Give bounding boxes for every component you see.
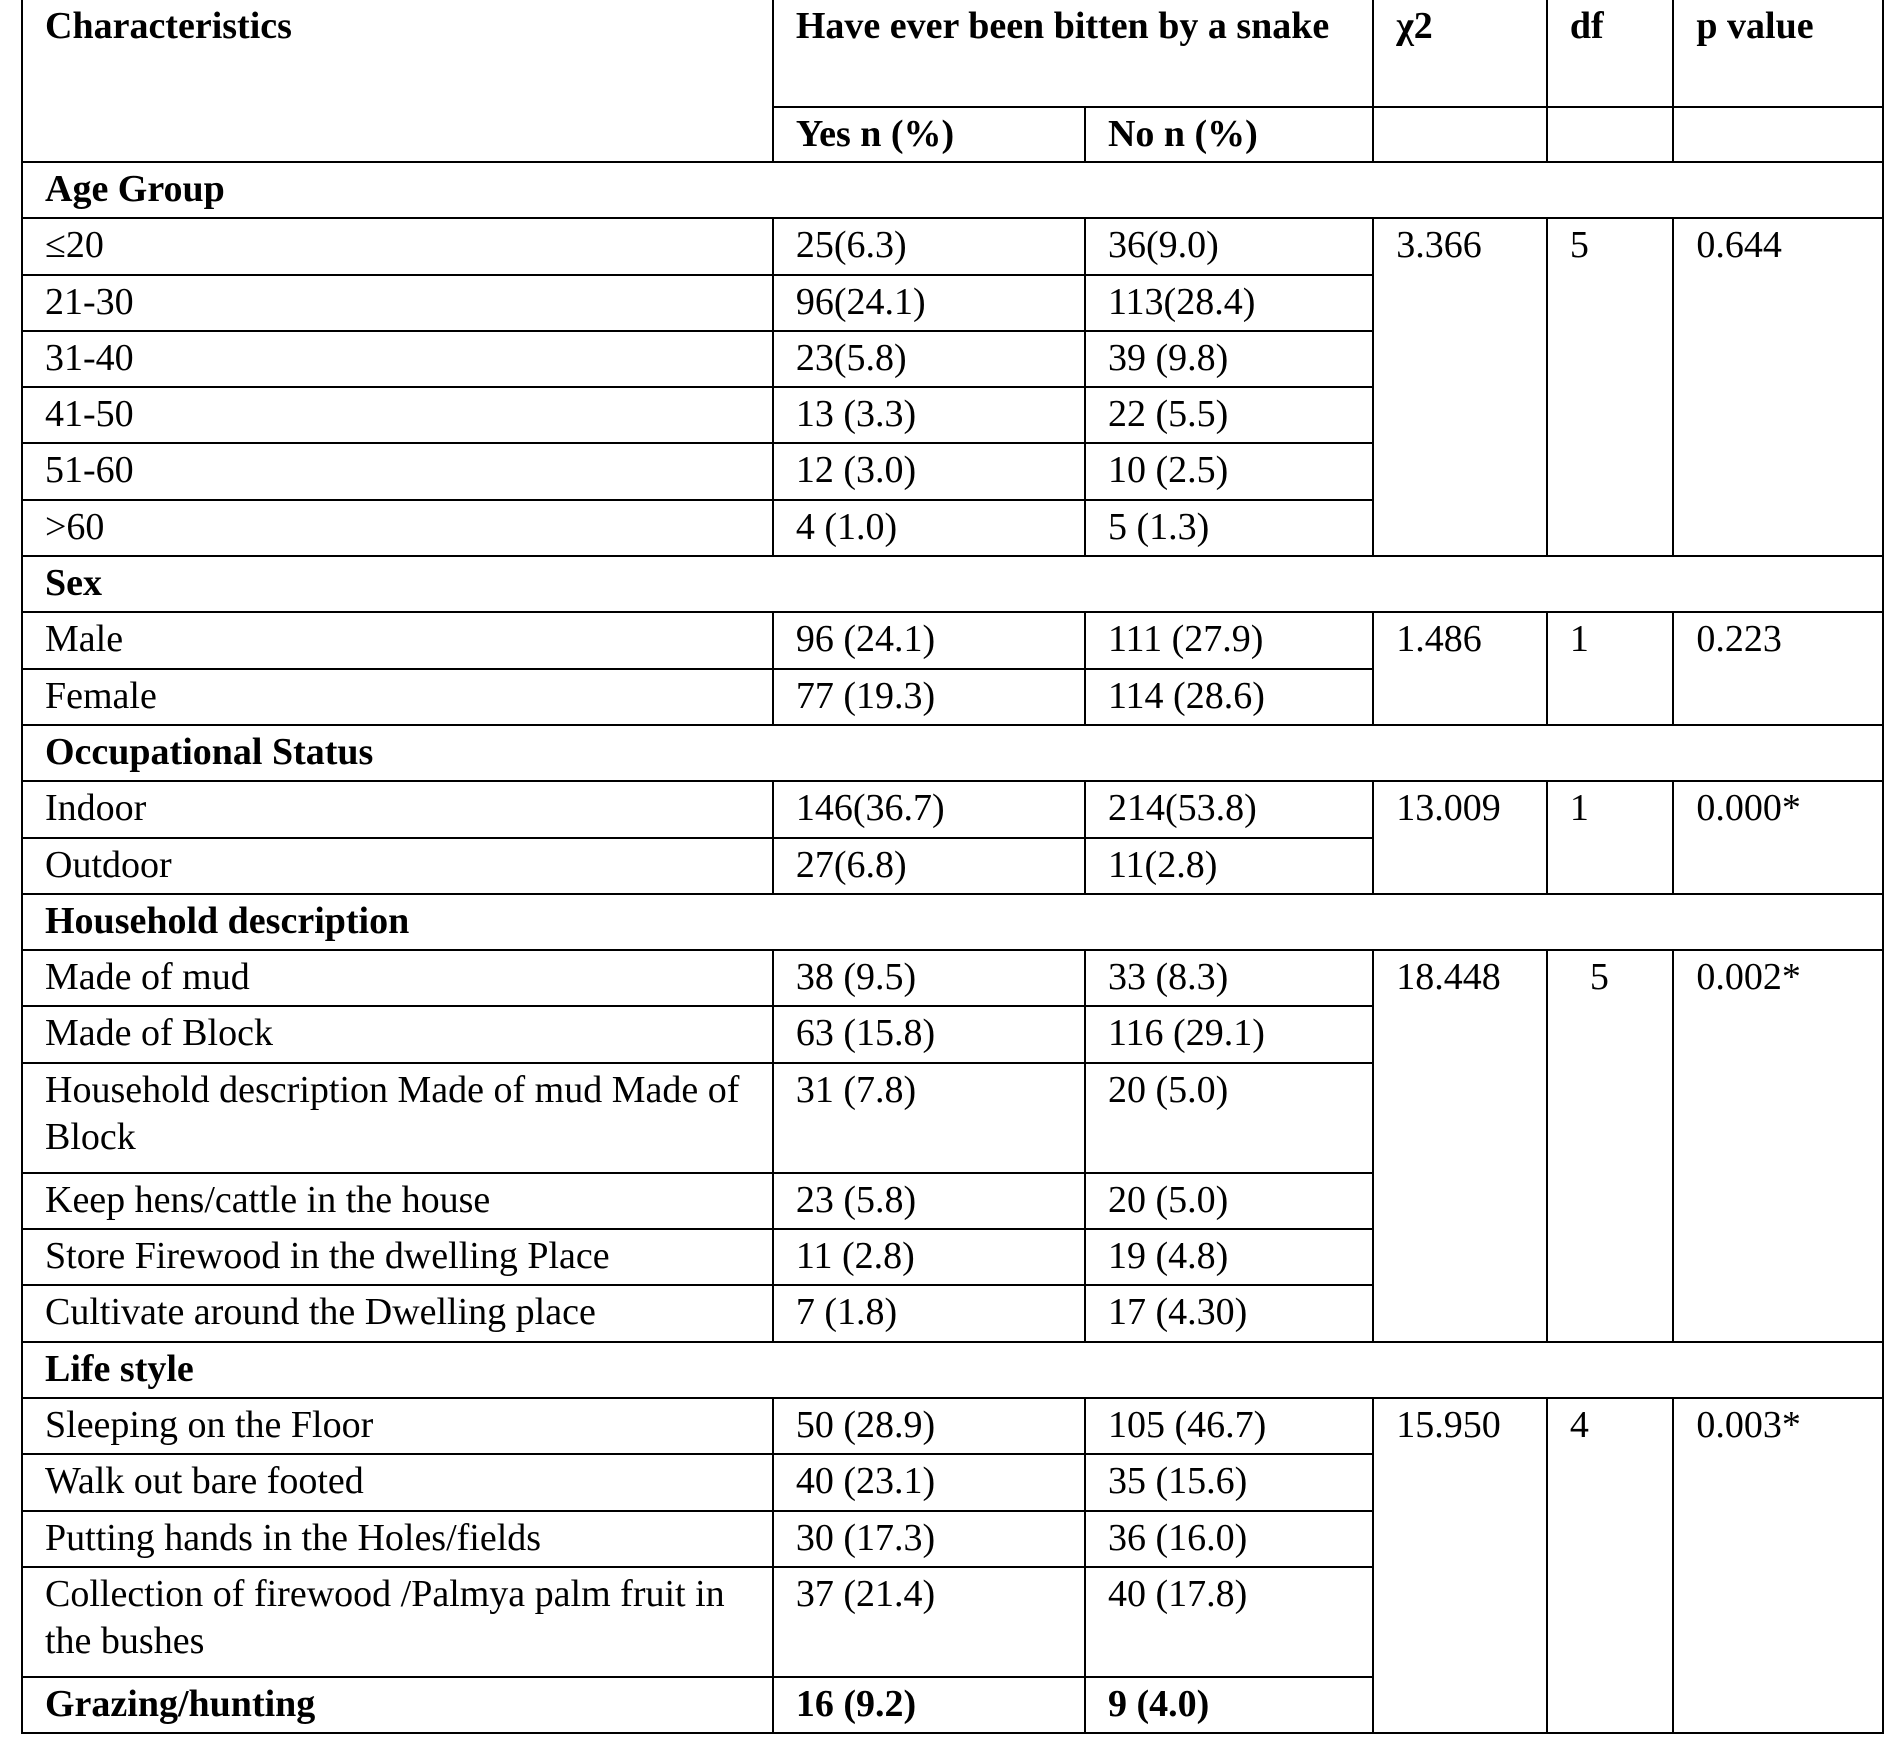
group-row: [22, 725, 1883, 781]
row-yes: 7 (1.8): [773, 1285, 1085, 1341]
row-yes: 50 (28.9): [773, 1398, 1085, 1454]
row-label: Household description Made of mud Made of Block: [22, 1063, 773, 1173]
header-chi2-blank: [1373, 107, 1547, 162]
row-label: Store Firewood in the dwelling Place: [22, 1229, 773, 1285]
group-pvalue: 0.223: [1673, 612, 1883, 725]
row-label: Made of mud: [22, 950, 773, 1006]
group-df: 1: [1547, 781, 1674, 894]
row-yes: 38 (9.5): [773, 950, 1085, 1006]
group-title: Household description: [22, 894, 1883, 950]
row-no: 20 (5.0): [1085, 1173, 1373, 1229]
row-label: ≤20: [22, 218, 773, 274]
row-label: Sleeping on the Floor: [22, 1398, 773, 1454]
group-df: 5: [1547, 950, 1674, 1341]
row-no: 5 (1.3): [1085, 500, 1373, 556]
row-label: Male: [22, 612, 773, 668]
row-yes: 63 (15.8): [773, 1006, 1085, 1062]
row-label: Outdoor: [22, 838, 773, 894]
row-yes: 4 (1.0): [773, 500, 1085, 556]
row-no: 40 (17.8): [1085, 1567, 1373, 1677]
group-pvalue: 0.000*: [1673, 781, 1883, 894]
group-df: 1: [1547, 612, 1674, 725]
table-row: [22, 781, 1883, 837]
row-yes: 31 (7.8): [773, 1063, 1085, 1173]
group-chi2: 18.448: [1373, 950, 1547, 1341]
header-pvalue-blank: [1673, 107, 1883, 162]
row-label: Indoor: [22, 781, 773, 837]
row-label: Female: [22, 669, 773, 725]
row-yes: 23(5.8): [773, 331, 1085, 387]
group-pvalue: 0.002*: [1673, 950, 1883, 1341]
row-label: 41-50: [22, 387, 773, 443]
row-label: Collection of firewood /Palmya palm fruit in the bushes: [22, 1567, 773, 1677]
header-no: No n (%): [1085, 107, 1373, 162]
row-label: Cultivate around the Dwelling place: [22, 1285, 773, 1341]
row-label: 31-40: [22, 331, 773, 387]
group-title: Life style: [22, 1342, 1883, 1398]
row-yes: 77 (19.3): [773, 669, 1085, 725]
row-yes: 37 (21.4): [773, 1567, 1085, 1677]
group-title: Occupational Status: [22, 725, 1883, 781]
group-title: Sex: [22, 556, 1883, 612]
row-no: 105 (46.7): [1085, 1398, 1373, 1454]
row-no: 36(9.0): [1085, 218, 1373, 274]
group-row: [22, 1342, 1883, 1398]
row-no: 114 (28.6): [1085, 669, 1373, 725]
header-row-top: [22, 0, 1883, 107]
header-df: df: [1547, 0, 1674, 107]
header-df-blank: [1547, 107, 1674, 162]
row-yes: 13 (3.3): [773, 387, 1085, 443]
row-no: 39 (9.8): [1085, 331, 1373, 387]
row-no: 10 (2.5): [1085, 443, 1373, 499]
group-df: 5: [1547, 218, 1674, 556]
row-no: 11(2.8): [1085, 838, 1373, 894]
row-yes: 30 (17.3): [773, 1511, 1085, 1567]
header-pvalue: p value: [1673, 0, 1883, 107]
table-row: [22, 218, 1883, 274]
row-yes: 40 (23.1): [773, 1454, 1085, 1510]
group-chi2: 13.009: [1373, 781, 1547, 894]
row-label: 21-30: [22, 275, 773, 331]
group-chi2: 3.366: [1373, 218, 1547, 556]
row-no: 17 (4.30): [1085, 1285, 1373, 1341]
row-no: 111 (27.9): [1085, 612, 1373, 668]
group-title: Age Group: [22, 162, 1883, 218]
row-label: Made of Block: [22, 1006, 773, 1062]
row-label: 51-60: [22, 443, 773, 499]
row-no: 22 (5.5): [1085, 387, 1373, 443]
row-no: 36 (16.0): [1085, 1511, 1373, 1567]
row-label: >60: [22, 500, 773, 556]
row-yes: 23 (5.8): [773, 1173, 1085, 1229]
group-row: [22, 162, 1883, 218]
row-no: 113(28.4): [1085, 275, 1373, 331]
header-bitten: Have ever been bitten by a snake: [773, 0, 1373, 107]
row-yes: 146(36.7): [773, 781, 1085, 837]
row-no: 116 (29.1): [1085, 1006, 1373, 1062]
row-yes: 12 (3.0): [773, 443, 1085, 499]
row-yes: 16 (9.2): [773, 1677, 1085, 1733]
header-chi2: χ2: [1373, 0, 1547, 107]
row-no: 214(53.8): [1085, 781, 1373, 837]
row-label: Keep hens/cattle in the house: [22, 1173, 773, 1229]
row-no: 9 (4.0): [1085, 1677, 1373, 1733]
group-chi2: 15.950: [1373, 1398, 1547, 1733]
row-yes: 96(24.1): [773, 275, 1085, 331]
header-characteristics: Characteristics: [22, 0, 773, 162]
row-no: 19 (4.8): [1085, 1229, 1373, 1285]
row-no: 35 (15.6): [1085, 1454, 1373, 1510]
table-row: [22, 612, 1883, 668]
row-label: Grazing/hunting: [22, 1677, 773, 1733]
group-df: 4: [1547, 1398, 1674, 1733]
snakebite-characteristics-table: [21, 0, 1884, 1734]
row-yes: 25(6.3): [773, 218, 1085, 274]
row-label: Putting hands in the Holes/fields: [22, 1511, 773, 1567]
row-yes: 96 (24.1): [773, 612, 1085, 668]
table-body: [22, 0, 1883, 1733]
group-row: [22, 894, 1883, 950]
group-chi2: 1.486: [1373, 612, 1547, 725]
group-pvalue: 0.644: [1673, 218, 1883, 556]
row-no: 20 (5.0): [1085, 1063, 1373, 1173]
row-label: Walk out bare footed: [22, 1454, 773, 1510]
group-row: [22, 556, 1883, 612]
table-row: [22, 1398, 1883, 1454]
row-yes: 27(6.8): [773, 838, 1085, 894]
table-row: [22, 950, 1883, 1006]
row-no: 33 (8.3): [1085, 950, 1373, 1006]
row-yes: 11 (2.8): [773, 1229, 1085, 1285]
group-pvalue: 0.003*: [1673, 1398, 1883, 1733]
header-yes: Yes n (%): [773, 107, 1085, 162]
